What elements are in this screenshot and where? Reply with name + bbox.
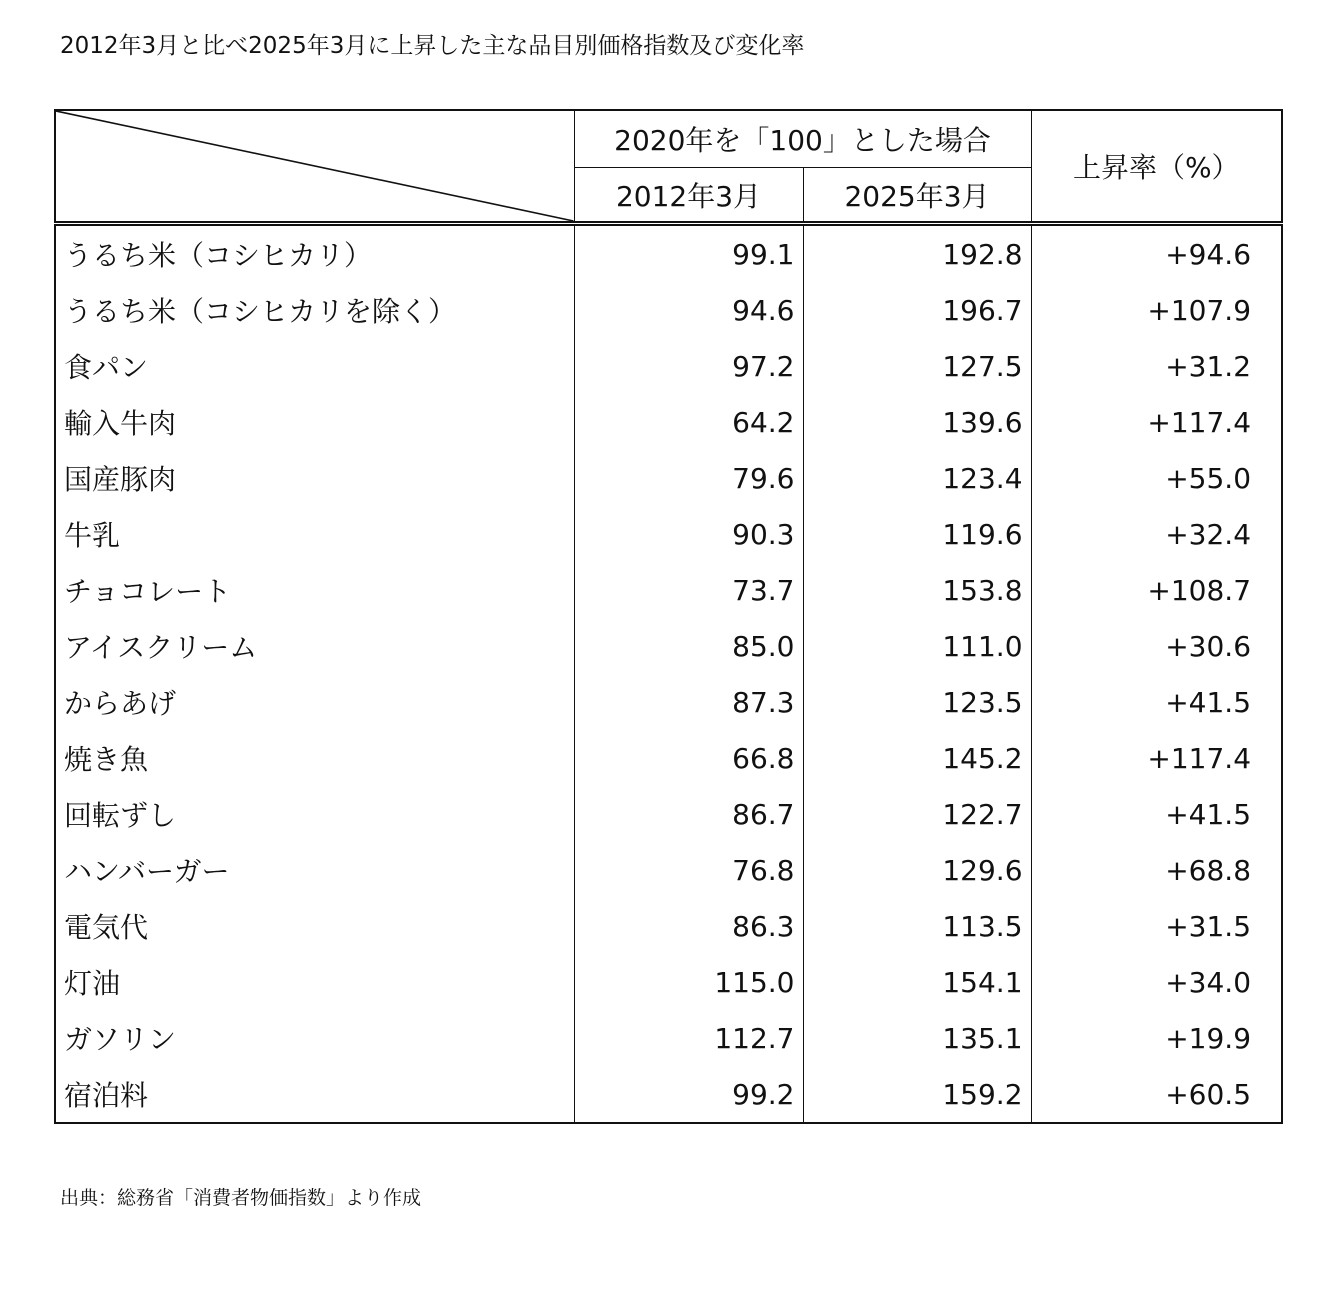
value-2012-cell: 87.3 xyxy=(574,674,803,730)
item-name-cell: からあげ xyxy=(55,674,574,730)
value-2012-cell: 64.2 xyxy=(574,394,803,450)
value-2025-cell: 123.5 xyxy=(803,674,1031,730)
value-2012-cell: 112.7 xyxy=(574,1010,803,1066)
rate-cell: +34.0 xyxy=(1031,954,1282,1010)
item-name-cell: 食パン xyxy=(55,338,574,394)
value-2012-cell: 94.6 xyxy=(574,282,803,338)
table-row xyxy=(55,224,1282,283)
rate-cell: +32.4 xyxy=(1031,506,1282,562)
value-2012-cell: 90.3 xyxy=(574,506,803,562)
item-name-cell: 牛乳 xyxy=(55,506,574,562)
rate-cell: +117.4 xyxy=(1031,730,1282,786)
value-2012-cell: 76.8 xyxy=(574,842,803,898)
rate-column-header: 上昇率（%） xyxy=(1031,110,1282,224)
rate-cell: +55.0 xyxy=(1031,450,1282,506)
value-2025-cell: 129.6 xyxy=(803,842,1031,898)
item-name-cell: チョコレート xyxy=(55,562,574,618)
price-index-table xyxy=(54,109,1283,1124)
rate-cell: +117.4 xyxy=(1031,394,1282,450)
table-row xyxy=(55,898,1282,954)
value-2012-cell: 97.2 xyxy=(574,338,803,394)
value-2025-cell: 139.6 xyxy=(803,394,1031,450)
value-2012-cell: 73.7 xyxy=(574,562,803,618)
table-row xyxy=(55,506,1282,562)
item-name-cell: うるち米（コシヒカリを除く） xyxy=(55,282,574,338)
item-name-cell: 焼き魚 xyxy=(55,730,574,786)
item-name-cell: 電気代 xyxy=(55,898,574,954)
value-2025-cell: 135.1 xyxy=(803,1010,1031,1066)
table-row xyxy=(55,338,1282,394)
rate-cell: +68.8 xyxy=(1031,842,1282,898)
table-header xyxy=(55,110,1282,224)
rate-cell: +31.2 xyxy=(1031,338,1282,394)
value-2025-cell: 196.7 xyxy=(803,282,1031,338)
item-name-cell: 宿泊料 xyxy=(55,1066,574,1123)
value-2012-cell: 66.8 xyxy=(574,730,803,786)
rate-cell: +31.5 xyxy=(1031,898,1282,954)
value-2025-cell: 123.4 xyxy=(803,450,1031,506)
rate-cell: +107.9 xyxy=(1031,282,1282,338)
value-2012-cell: 79.6 xyxy=(574,450,803,506)
item-name-cell: 灯油 xyxy=(55,954,574,1010)
diagonal-line-icon xyxy=(56,111,574,221)
col-2025-header: 2025年3月 xyxy=(803,168,1031,224)
table-row xyxy=(55,450,1282,506)
item-name-cell: 回転ずし xyxy=(55,786,574,842)
source-note: 出典：総務省「消費者物価指数」より作成 xyxy=(60,1187,422,1209)
table-body xyxy=(55,224,1282,1124)
value-2025-cell: 145.2 xyxy=(803,730,1031,786)
value-2025-cell: 159.2 xyxy=(803,1066,1031,1123)
value-2025-cell: 153.8 xyxy=(803,562,1031,618)
table-row xyxy=(55,954,1282,1010)
table-row xyxy=(55,282,1282,338)
item-name-cell: 国産豚肉 xyxy=(55,450,574,506)
item-name-cell: アイスクリーム xyxy=(55,618,574,674)
value-2025-cell: 192.8 xyxy=(803,224,1031,283)
table-row xyxy=(55,842,1282,898)
rate-cell: +108.7 xyxy=(1031,562,1282,618)
base-year-group-header: 2020年を「100」とした場合 xyxy=(574,110,1031,168)
value-2025-cell: 119.6 xyxy=(803,506,1031,562)
value-2012-cell: 99.2 xyxy=(574,1066,803,1123)
col-2012-header: 2012年3月 xyxy=(574,168,803,224)
page-title: 2012年3月と比べ2025年3月に上昇した主な品目別価格指数及び変化率 xyxy=(60,33,805,59)
table-row xyxy=(55,1010,1282,1066)
rate-cell: +41.5 xyxy=(1031,674,1282,730)
value-2012-cell: 99.1 xyxy=(574,224,803,283)
item-name-cell: ガソリン xyxy=(55,1010,574,1066)
rate-cell: +94.6 xyxy=(1031,224,1282,283)
value-2025-cell: 113.5 xyxy=(803,898,1031,954)
table-row xyxy=(55,394,1282,450)
rate-cell: +19.9 xyxy=(1031,1010,1282,1066)
item-name-cell: うるち米（コシヒカリ） xyxy=(55,224,574,283)
value-2025-cell: 122.7 xyxy=(803,786,1031,842)
value-2012-cell: 85.0 xyxy=(574,618,803,674)
value-2012-cell: 86.3 xyxy=(574,898,803,954)
table-row xyxy=(55,674,1282,730)
rate-cell: +60.5 xyxy=(1031,1066,1282,1123)
value-2025-cell: 127.5 xyxy=(803,338,1031,394)
corner-diagonal-cell xyxy=(55,110,574,224)
rate-cell: +41.5 xyxy=(1031,786,1282,842)
table-row xyxy=(55,562,1282,618)
value-2025-cell: 154.1 xyxy=(803,954,1031,1010)
table-row xyxy=(55,730,1282,786)
table-row xyxy=(55,1066,1282,1123)
value-2012-cell: 115.0 xyxy=(574,954,803,1010)
rate-cell: +30.6 xyxy=(1031,618,1282,674)
table-row xyxy=(55,618,1282,674)
value-2012-cell: 86.7 xyxy=(574,786,803,842)
item-name-cell: ハンバーガー xyxy=(55,842,574,898)
value-2025-cell: 111.0 xyxy=(803,618,1031,674)
table-row xyxy=(55,786,1282,842)
item-name-cell: 輸入牛肉 xyxy=(55,394,574,450)
